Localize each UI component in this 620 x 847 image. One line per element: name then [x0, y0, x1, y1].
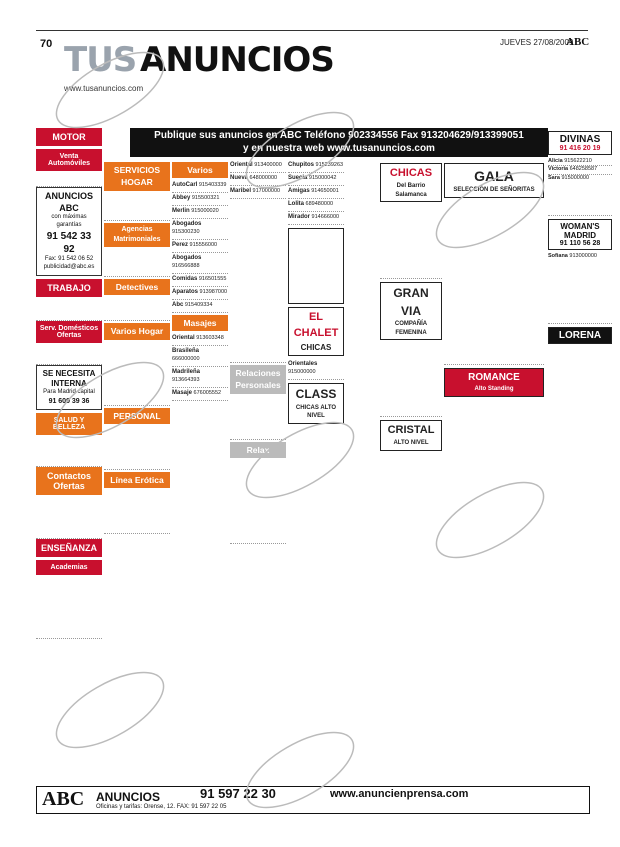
list-item: [104, 342, 170, 406]
entry-phone: 915000000: [561, 174, 589, 181]
entry-phone: 689480000: [305, 200, 334, 207]
ad-title: CHICAS: [389, 167, 433, 179]
section-ensenanza: ENSEÑANZA: [36, 539, 102, 557]
entry-title: Perez: [172, 242, 189, 249]
list-item: [230, 186, 286, 199]
section-relaciones: Relaciones Personales: [230, 365, 286, 394]
masajes-column: [230, 160, 286, 544]
entry-title: Comidas: [172, 276, 198, 283]
entry-title: Sara: [548, 174, 560, 181]
display-ad: [288, 383, 344, 424]
entry-phone: 915000000: [288, 369, 316, 376]
brand-abc: ABC: [566, 36, 590, 48]
entry-title: Lolita: [288, 200, 304, 207]
entry-title: Sofiana: [548, 252, 568, 259]
section-relax: Relax: [230, 442, 286, 458]
ad-title: GRAN VIA: [393, 286, 429, 318]
womans-madrid-ad: [548, 219, 612, 250]
list-item: [380, 343, 442, 417]
lorena-ad: [548, 327, 612, 344]
list-item: [288, 160, 344, 173]
ad-tel: 91 110 56 28: [559, 239, 601, 247]
entry-phone: 916501555: [198, 276, 227, 283]
entry-phone: 913603348: [196, 335, 224, 342]
footer-note: Oficinas y tarifas: Orense, 12. FAX: 91 597 22 05: [96, 804, 227, 810]
section-venta-automoviles: Venta Automóviles: [36, 149, 102, 171]
entry-title: AutoCarl: [172, 182, 198, 189]
ad-title: CRISTAL: [387, 424, 435, 437]
display-ad: [380, 420, 442, 451]
section-motor: MOTOR: [36, 128, 102, 146]
ad-title: CLASS: [295, 387, 337, 402]
entry-title: Merlin: [172, 208, 190, 215]
display-ad: [380, 282, 442, 340]
section-linea-erotica: Línea Erótica: [104, 472, 170, 488]
section-personal: PERSONAL: [104, 408, 170, 424]
entry-phone: 915000020: [191, 208, 219, 215]
display-ad: [288, 228, 344, 304]
banner-line1: Publique sus anuncios en ABC Teléfono 902334556 Fax 913204629/913399051: [154, 130, 524, 141]
list-item: [548, 175, 612, 216]
entry-title: Alicia: [548, 158, 563, 164]
list-item: [548, 253, 612, 324]
varios-column: [172, 160, 228, 401]
entry-phone: 913987000: [199, 289, 228, 296]
entry-phone: 915239263: [315, 162, 344, 168]
academias-entry: [36, 578, 102, 639]
ad-sub: CHICAS ALTO NIVEL: [295, 404, 337, 420]
list-item: [172, 193, 228, 206]
display-ad: [288, 307, 344, 356]
logo-tus: TUS: [64, 40, 137, 80]
entry-phone: 915500321: [191, 195, 220, 202]
section-agencias: Agencias Matrimoniales: [104, 223, 170, 247]
ad-title: DIVINAS: [559, 134, 601, 145]
entry-title: Madrileña: [172, 369, 201, 376]
abc-box: [36, 187, 102, 276]
abc-box-email: publicidad@abc.es: [43, 263, 95, 270]
entry-title: Abogados: [172, 221, 202, 228]
entry-phone: 676005552: [193, 390, 222, 397]
entry-title: Orientales: [288, 361, 318, 368]
entry-phone: 913664393: [172, 377, 200, 384]
ad-title: GALA: [474, 168, 514, 184]
display-ad: [444, 163, 544, 198]
list-item: [288, 359, 344, 380]
right-column: [548, 128, 612, 347]
list-item: [172, 388, 228, 401]
ads-column-1: [380, 160, 442, 454]
entry-phone: 917000000: [252, 187, 281, 194]
display-ad: [444, 368, 544, 397]
footer-web[interactable]: www.anuncienprensa.com: [330, 788, 469, 800]
top-rule: [36, 30, 588, 31]
entry-title: Chupitos: [288, 162, 314, 168]
list-item: [172, 206, 228, 219]
entry-phone: 915556000: [189, 242, 218, 249]
ad-sub: ALTO NIVEL: [393, 440, 429, 447]
entry-phone: 915622210: [564, 158, 592, 164]
services-column: [104, 160, 170, 534]
list-item: [104, 193, 170, 221]
site-url[interactable]: www.tusanuncios.com: [64, 84, 144, 93]
entry-phone: 914666000: [311, 213, 340, 220]
list-item: [104, 297, 170, 321]
entry-title: Brasileña: [172, 348, 200, 355]
list-item: [230, 173, 286, 186]
section-servicios-hogar: SERVICIOS HOGAR: [104, 162, 170, 191]
footer-brand: ABC: [42, 788, 85, 810]
entry-phone: 915000042: [308, 174, 337, 181]
entry-title: Victoria: [548, 166, 569, 173]
footer-phone: 91 597 22 30: [200, 786, 276, 801]
entry-title: Abogados: [172, 255, 202, 262]
entry-phone: 648000000: [249, 174, 278, 181]
entry-phone: 913000000: [569, 252, 597, 259]
section-contactos: Contactos Ofertas: [36, 467, 102, 495]
list-item: [548, 166, 612, 174]
list-item: [230, 460, 286, 544]
entry-title: Abc: [172, 302, 184, 308]
section-detectives: Detectives: [104, 279, 170, 295]
entry-phone: 915300230: [172, 229, 200, 236]
entry-phone: 915403339: [198, 182, 227, 189]
banner-line2: y en nuestra web www.tusanuncios.com: [243, 143, 435, 154]
abc-box-sub: con máximas garantías: [51, 214, 87, 229]
list-item: [444, 201, 544, 365]
entry-phone: 666000000: [172, 356, 200, 363]
footer-label: ANUNCIOS: [96, 790, 161, 804]
list-item: [230, 199, 286, 363]
salud-entry: [36, 438, 102, 467]
section-academias: Academias: [36, 560, 102, 575]
relax-column: [288, 160, 344, 427]
serv-domesticos-entry: [36, 346, 102, 365]
list-item: [548, 158, 612, 166]
list-item: [172, 274, 228, 287]
logo-anuncios: ANUNCIOS: [140, 40, 334, 80]
ads-column-2: [444, 160, 544, 400]
abc-box-fax: Fax: 91 542 06 52: [44, 255, 94, 262]
list-item: [288, 212, 344, 225]
list-item: [104, 490, 170, 534]
section-serv-domesticos: Serv. Domésticos Ofertas: [36, 321, 102, 343]
entry-phone: 648258587: [569, 166, 598, 173]
abc-box-title: ANUNCIOS ABC: [44, 191, 93, 213]
ad-tel: 91 416 20 19: [559, 145, 601, 152]
section-trabajo: TRABAJO: [36, 279, 102, 297]
left-column: [36, 128, 102, 639]
entry-title: Oriental: [172, 335, 195, 342]
ad-title: LORENA: [558, 329, 602, 341]
interna-ad: [36, 365, 102, 411]
entry-phone: 916566888: [172, 263, 200, 270]
entry-title: Amigas: [288, 187, 310, 194]
trabajo-entry: [36, 300, 102, 321]
ad-sub: Del Barrio Salamanca: [395, 182, 427, 198]
list-item: [172, 180, 228, 193]
contactos-entry: [36, 498, 102, 539]
ad-sub: CHICAS: [300, 342, 332, 352]
list-item: [172, 219, 228, 240]
page-number: 70: [40, 38, 53, 50]
display-ad: [380, 163, 442, 202]
list-item: [380, 205, 442, 279]
interna-title: SE NECESITA INTERNA: [42, 368, 96, 388]
list-item: [172, 287, 228, 300]
entry-phone: 915409334: [184, 302, 213, 308]
list-item: [288, 173, 344, 186]
entry-phone: 914650001: [311, 187, 339, 194]
list-item: [230, 160, 286, 173]
list-item: [172, 367, 228, 388]
entry-title: Oriental: [230, 162, 253, 168]
entry-title: Aparatos: [172, 289, 199, 296]
entry-title: Mirador: [288, 213, 311, 220]
list-item: [288, 186, 344, 199]
abc-box-tel: 91 542 33 92: [46, 230, 92, 255]
list-item: [172, 240, 228, 253]
entry-title: Suecia: [288, 174, 308, 181]
section-salud-belleza: SALUD Y BELLEZA: [36, 413, 102, 435]
ad-sub: Alto Standing: [474, 386, 514, 393]
divinas-ad: [548, 131, 612, 155]
section-masajes: Masajes: [172, 315, 228, 331]
ad-sub: COMPAÑÍA FEMENINA: [394, 321, 428, 336]
entry-title: Maribel: [230, 187, 252, 194]
entry-title: Masaje: [172, 390, 193, 397]
list-item: [230, 396, 286, 440]
list-item: [172, 300, 228, 313]
issue-date: JUEVES 27/08/2009: [500, 38, 574, 47]
motor-entry: [36, 174, 102, 187]
section-varios: Varios: [172, 162, 228, 178]
entry-phone: 913400000: [254, 162, 282, 168]
list-item: [172, 253, 228, 274]
entry-title: Nueva: [230, 174, 249, 181]
list-item: [288, 199, 344, 212]
ad-title: ROMANCE: [468, 371, 520, 383]
interna-tel: 91 609 39 36: [48, 398, 90, 406]
list-item: [172, 333, 228, 346]
list-item: [172, 346, 228, 367]
ad-title: WOMAN'S MADRID: [560, 221, 600, 240]
entry-title: Abbey: [172, 195, 191, 202]
section-varios-hogar: Varios Hogar: [104, 323, 170, 339]
list-item: [104, 426, 170, 470]
list-item: [104, 249, 170, 277]
interna-sub: Para Madrid capital: [43, 389, 95, 396]
ad-sub: SELECCIÓN DE SEÑORITAS: [453, 187, 535, 194]
ad-title: EL CHALET: [293, 310, 339, 339]
publish-banner: [130, 128, 548, 157]
